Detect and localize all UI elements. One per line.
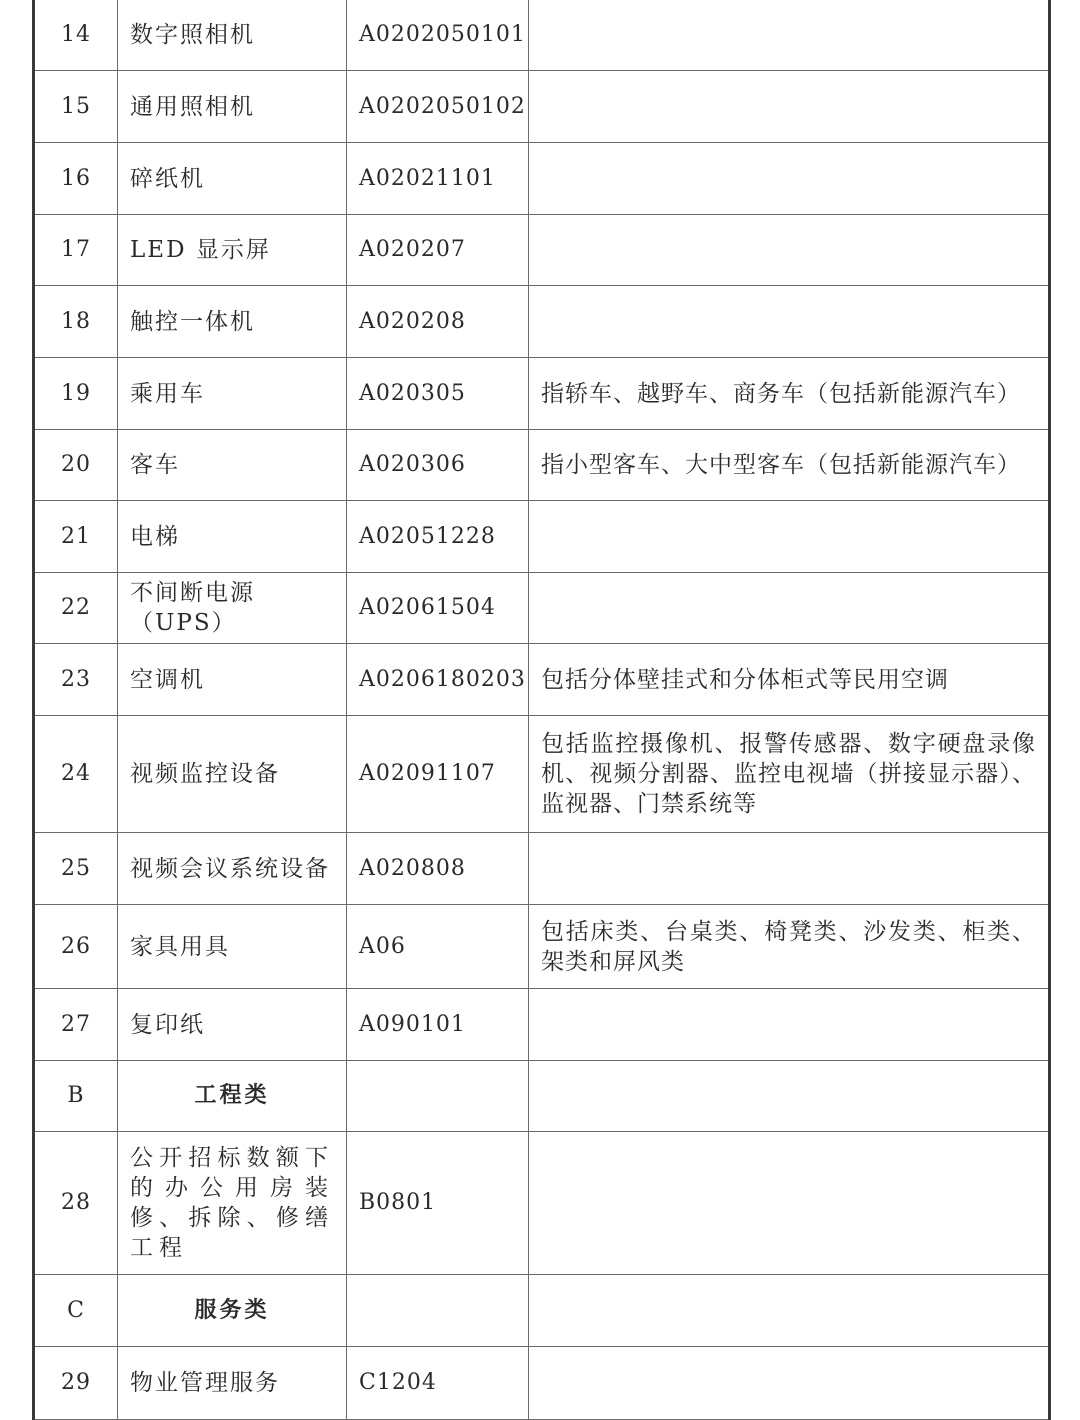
item-note [529,215,1050,286]
item-name: 家具用具 [118,905,347,989]
procurement-catalog-table [32,0,1048,1420]
row-number: 17 [34,215,118,286]
item-name: 视频会议系统设备 [118,833,347,905]
category-title: 服务类 [118,1275,347,1347]
table-row [34,143,1050,215]
item-note [529,1275,1050,1347]
item-name: 物业管理服务 [118,1347,347,1420]
item-code [347,1061,529,1132]
item-note [529,0,1050,71]
row-number: 25 [34,833,118,905]
item-name: 公开招标数额下的办公用房装修、拆除、修缮工程 [118,1132,347,1275]
row-number: 18 [34,286,118,358]
category-letter: C [34,1275,118,1347]
item-code: C1204 [347,1347,529,1420]
item-code: A090101 [347,989,529,1061]
row-number: 29 [34,1347,118,1420]
item-note [529,1347,1050,1420]
item-note: 指轿车、越野车、商务车（包括新能源汽车） [529,358,1050,430]
table-row [34,905,1050,989]
item-note [529,573,1050,644]
table-row [34,573,1050,644]
item-name: 客车 [118,430,347,501]
item-code: A0202050102 [347,71,529,143]
catalog-table [32,0,1051,1420]
item-code: A020306 [347,430,529,501]
item-note [529,1132,1050,1275]
row-number: 22 [34,573,118,644]
item-name: 视频监控设备 [118,716,347,833]
item-code [347,1275,529,1347]
table-row [34,1132,1050,1275]
item-note: 包括床类、台桌类、椅凳类、沙发类、柜类、架类和屏风类 [529,905,1050,989]
item-note: 包括分体壁挂式和分体柜式等民用空调 [529,644,1050,716]
table-row [34,716,1050,833]
table-row [34,358,1050,430]
table-row [34,0,1050,71]
item-name: 乘用车 [118,358,347,430]
item-name: 空调机 [118,644,347,716]
item-code: B0801 [347,1132,529,1275]
item-code: A02051228 [347,501,529,573]
item-code: A02061504 [347,573,529,644]
row-number: 24 [34,716,118,833]
table-row [34,71,1050,143]
item-name: 触控一体机 [118,286,347,358]
item-name: 不间断电源（UPS） [118,573,347,644]
item-note: 指小型客车、大中型客车（包括新能源汽车） [529,430,1050,501]
table-row [34,833,1050,905]
item-code: A020207 [347,215,529,286]
item-code: A020808 [347,833,529,905]
item-name: 通用照相机 [118,71,347,143]
item-note [529,143,1050,215]
item-note: 包括监控摄像机、报警传感器、数字硬盘录像机、视频分割器、监控电视墙（拼接显示器）、监视器、门禁系统等 [529,716,1050,833]
row-number: 20 [34,430,118,501]
category-letter: B [34,1061,118,1132]
item-code: A02091107 [347,716,529,833]
item-name: LED 显示屏 [118,215,347,286]
item-note [529,1061,1050,1132]
row-number: 26 [34,905,118,989]
item-code: A0206180203 [347,644,529,716]
row-number: 15 [34,71,118,143]
table-row [34,215,1050,286]
item-note [529,71,1050,143]
row-number: 28 [34,1132,118,1275]
table-row [34,989,1050,1061]
item-name: 碎纸机 [118,143,347,215]
table-row [34,286,1050,358]
item-note [529,501,1050,573]
table-row [34,501,1050,573]
category-row [34,1061,1050,1132]
item-name: 数字照相机 [118,0,347,71]
category-title: 工程类 [118,1061,347,1132]
item-note [529,989,1050,1061]
item-name: 复印纸 [118,989,347,1061]
table-row [34,430,1050,501]
table-row [34,1347,1050,1420]
row-number: 19 [34,358,118,430]
item-code: A06 [347,905,529,989]
row-number: 27 [34,989,118,1061]
item-code: A0202050101 [347,0,529,71]
item-note [529,286,1050,358]
category-row [34,1275,1050,1347]
row-number: 21 [34,501,118,573]
item-name: 电梯 [118,501,347,573]
table-body [34,0,1050,1420]
item-code: A020208 [347,286,529,358]
table-row [34,644,1050,716]
row-number: 16 [34,143,118,215]
item-code: A02021101 [347,143,529,215]
row-number: 14 [34,0,118,71]
item-code: A020305 [347,358,529,430]
row-number: 23 [34,644,118,716]
item-note [529,833,1050,905]
